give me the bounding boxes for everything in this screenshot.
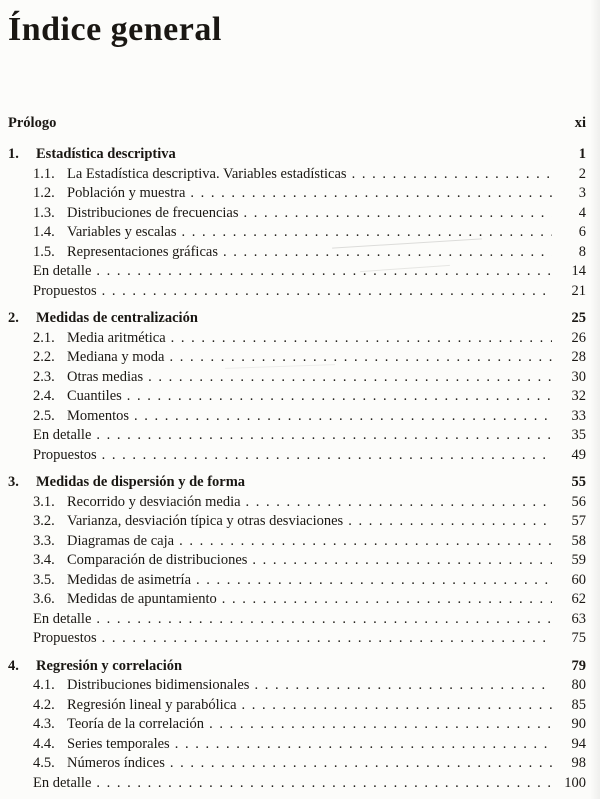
entry-number: 1.3. (33, 204, 55, 221)
toc-entry-row (0, 754, 600, 774)
entry-page-number: 57 (571, 513, 586, 529)
extra-label: En detalle (33, 774, 92, 791)
toc-entry-row (0, 735, 600, 755)
toc-entry-row (0, 696, 600, 716)
entry-number: 2.1. (33, 329, 55, 346)
chapter-block (0, 309, 600, 465)
entry-page-number: 58 (571, 532, 586, 549)
toc-entry-row (0, 676, 600, 696)
entry-page-number: 26 (571, 329, 586, 346)
entry-number: 1.2. (33, 185, 55, 201)
chapter-number: 3. (8, 474, 19, 490)
toc-entry-row (0, 368, 600, 388)
chapter-number: 2. (8, 310, 19, 326)
entry-number: 3.2. (33, 513, 55, 529)
toc-extra-row (0, 446, 600, 466)
extra-page-number: 100 (564, 774, 586, 791)
entry-page-number: 8 (578, 243, 586, 260)
entry-label: Media aritmética (67, 329, 166, 346)
entry-label: Distribuciones bidimensionales (67, 677, 250, 693)
dot-leader (352, 165, 552, 185)
toc-entry-row (0, 532, 600, 552)
entry-number: 4.1. (33, 677, 55, 693)
toc-entry-row (0, 715, 600, 735)
chapter-page-number: 55 (571, 474, 586, 490)
prologo-page-number: xi (574, 114, 586, 131)
dot-leader (252, 551, 552, 571)
entry-label: Medidas de asimetría (67, 571, 192, 588)
entry-number: 4.3. (33, 716, 55, 732)
entry-label: Representaciones gráficas (67, 243, 218, 260)
chapter-rows (0, 329, 600, 466)
chapter-title: Medidas de dispersión y de forma (36, 474, 246, 490)
extra-page-number: 63 (571, 610, 586, 627)
entry-number: 3.4. (33, 552, 55, 568)
dot-leader (196, 571, 552, 591)
chapter-rows (0, 676, 600, 793)
extra-label: En detalle (33, 427, 92, 443)
entry-page-number: 59 (571, 552, 586, 568)
dot-leader (182, 223, 552, 243)
chapter-page-number: 25 (571, 310, 586, 326)
toc-chapter-heading (0, 473, 600, 493)
entry-label: Comparación de distribuciones (67, 552, 248, 568)
dot-leader (246, 493, 552, 513)
dot-leader (96, 610, 552, 630)
extra-label: En detalle (33, 610, 92, 627)
dot-leader (244, 204, 552, 224)
entry-number: 3.5. (33, 571, 55, 588)
chapter-block (0, 145, 600, 301)
entry-label: Distribuciones de frecuencias (67, 204, 239, 221)
entry-label: Series temporales (67, 735, 170, 752)
extra-page-number: 14 (571, 263, 586, 279)
dot-leader (102, 446, 552, 466)
table-of-contents (0, 114, 600, 794)
entry-number: 2.5. (33, 407, 55, 424)
dot-leader (127, 387, 552, 407)
entry-number: 2.3. (33, 368, 55, 385)
toc-entry-row (0, 165, 600, 185)
chapter-block (0, 657, 600, 794)
entry-page-number: 90 (571, 716, 586, 732)
toc-row-prologo (0, 114, 600, 134)
entry-label: Recorrido y desviación media (67, 493, 241, 510)
toc-extra-row (0, 282, 600, 302)
extra-page-number: 49 (571, 446, 586, 463)
entry-number: 1.5. (33, 243, 55, 260)
toc-entry-row (0, 184, 600, 204)
extra-page-number: 35 (571, 427, 586, 443)
dot-leader (96, 426, 552, 446)
entry-number: 2.4. (33, 388, 55, 404)
entry-label: Números índices (67, 755, 165, 771)
extra-page-number: 75 (571, 630, 586, 646)
entry-label: Mediana y moda (67, 349, 165, 365)
extra-label: Propuestos (33, 282, 97, 299)
entry-page-number: 28 (571, 349, 586, 365)
toc-entry-row (0, 571, 600, 591)
entry-page-number: 62 (571, 591, 586, 607)
toc-entry-row (0, 387, 600, 407)
entry-label: Variables y escalas (67, 224, 177, 240)
entry-label: Población y muestra (67, 185, 186, 201)
dot-leader (134, 407, 552, 427)
toc-chapter-heading (0, 657, 600, 677)
dot-leader (223, 243, 552, 263)
entry-page-number: 33 (571, 407, 586, 424)
extra-page-number: 21 (571, 282, 586, 299)
toc-extra-row (0, 262, 600, 282)
toc-entry-row (0, 204, 600, 224)
entry-label: Momentos (67, 407, 130, 424)
toc-entry-row (0, 512, 600, 532)
toc-chapter-heading (0, 145, 600, 165)
dot-leader (148, 368, 552, 388)
entry-number: 1.4. (33, 224, 55, 240)
chapter-page-number: 1 (578, 146, 586, 162)
entry-page-number: 6 (578, 224, 586, 240)
dot-leader (170, 754, 552, 774)
dot-leader (171, 329, 552, 349)
entry-page-number: 3 (578, 185, 586, 201)
toc-entry-row (0, 243, 600, 263)
entry-page-number: 4 (578, 204, 586, 221)
extra-label: Propuestos (33, 446, 97, 463)
entry-page-number: 2 (578, 165, 586, 182)
toc-entry-row (0, 493, 600, 513)
entry-page-number: 60 (571, 571, 586, 588)
entry-page-number: 85 (571, 696, 586, 713)
toc-extra-row (0, 426, 600, 446)
toc-extra-row (0, 629, 600, 649)
entry-number: 3.3. (33, 532, 55, 549)
dot-leader (175, 735, 552, 755)
dot-leader (222, 590, 552, 610)
dot-leader (179, 532, 552, 552)
entry-number: 1.1. (33, 165, 55, 182)
chapter-list (0, 145, 600, 793)
entry-label: Medidas de apuntamiento (67, 591, 217, 607)
chapter-block (0, 473, 600, 649)
entry-page-number: 56 (571, 493, 586, 510)
dot-leader (242, 696, 552, 716)
toc-entry-row (0, 407, 600, 427)
page-title: Índice general (8, 11, 222, 48)
entry-page-number: 30 (571, 368, 586, 385)
chapter-title: Regresión y correlación (36, 657, 183, 674)
toc-entry-row (0, 348, 600, 368)
entry-label: Cuantiles (67, 388, 122, 404)
chapter-rows (0, 165, 600, 302)
prologo-label: Prólogo (8, 114, 57, 131)
dot-leader (209, 715, 552, 735)
extra-label: Propuestos (33, 630, 97, 646)
dot-leader (190, 184, 552, 204)
toc-extra-row (0, 610, 600, 630)
chapter-number: 1. (8, 146, 19, 162)
dot-leader (96, 262, 552, 282)
entry-label: Teoría de la correlación (67, 716, 205, 732)
dot-leader (348, 512, 552, 532)
entry-page-number: 32 (571, 388, 586, 404)
dot-leader (102, 282, 552, 302)
chapter-rows (0, 493, 600, 649)
toc-extra-row (0, 774, 600, 794)
dot-leader (96, 774, 552, 794)
entry-page-number: 98 (571, 755, 586, 771)
toc-entry-row (0, 590, 600, 610)
entry-number: 4.2. (33, 696, 55, 713)
entry-number: 4.4. (33, 735, 55, 752)
chapter-title: Medidas de centralización (36, 310, 198, 326)
entry-label: Varianza, desviación típica y otras desviaciones (67, 513, 344, 529)
toc-entry-row (0, 551, 600, 571)
dot-leader (169, 348, 552, 368)
chapter-title: Estadística descriptiva (36, 146, 176, 162)
entry-page-number: 94 (571, 735, 586, 752)
entry-label: Otras medias (67, 368, 144, 385)
entry-number: 4.5. (33, 755, 55, 771)
extra-label: En detalle (33, 263, 92, 279)
dot-leader (254, 676, 552, 696)
chapter-page-number: 79 (571, 657, 586, 674)
entry-label: La Estadística descriptiva. Variables estadísticas (67, 165, 347, 182)
entry-label: Diagramas de caja (67, 532, 175, 549)
dot-leader (102, 629, 552, 649)
entry-page-number: 80 (571, 677, 586, 693)
entry-number: 2.2. (33, 349, 55, 365)
chapter-number: 4. (8, 657, 19, 674)
entry-label: Regresión lineal y parabólica (67, 696, 237, 713)
toc-entry-row (0, 223, 600, 243)
toc-entry-row (0, 329, 600, 349)
toc-chapter-heading (0, 309, 600, 329)
entry-number: 3.1. (33, 493, 55, 510)
entry-number: 3.6. (33, 591, 55, 607)
